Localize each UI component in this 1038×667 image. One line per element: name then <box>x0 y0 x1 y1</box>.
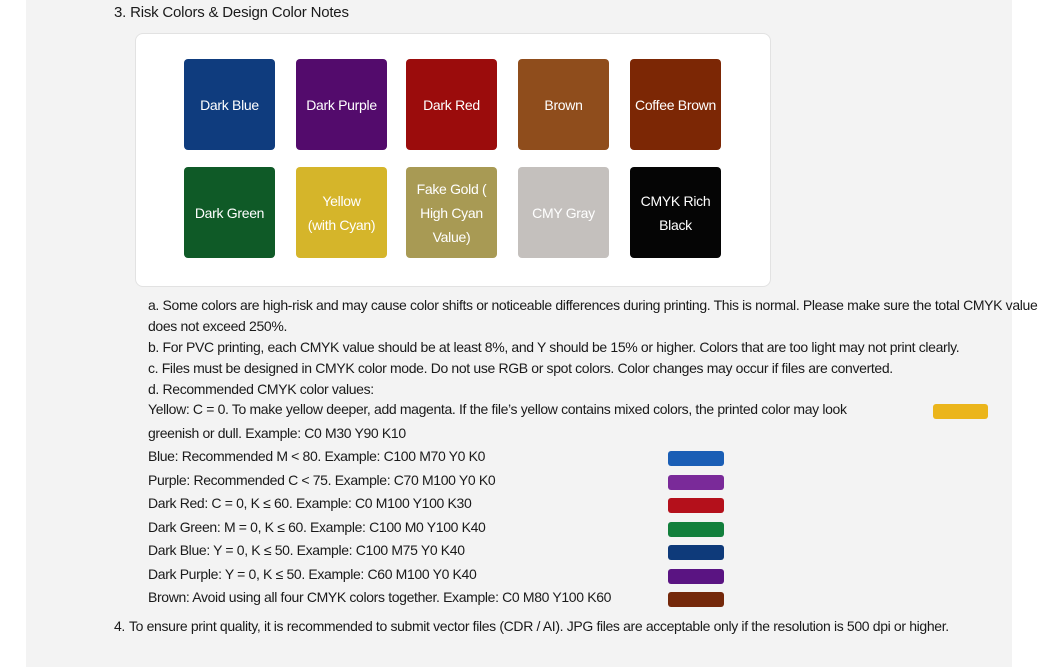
section-title: 3. Risk Colors & Design Color Notes <box>114 4 349 21</box>
color-sample-bar <box>668 569 724 584</box>
point-4-text: To ensure print quality, it is recommended to submit vector files (CDR / AI). JPG files are acceptable only if the resolution is 500 dpi or higher. <box>129 618 949 634</box>
swatch-yellow-with-cyan: Yellow (with Cyan) <box>296 167 387 258</box>
color-value-text: Blue: Recommended M < 80. Example: C100 M70 Y0 K0 <box>148 448 486 464</box>
color-sample-bar <box>668 592 724 607</box>
swatch-coffee-brown: Coffee Brown <box>630 59 721 150</box>
color-value-text: Yellow: C = 0. To make yellow deeper, add magenta. If the file’s yellow contains mixed colors, the printed color may look <box>148 401 847 417</box>
note-b: b. For PVC printing, each CMYK value should be at least 8%, and Y should be 15% or higher. Colors that are too light may not print clearly. <box>148 339 960 355</box>
point-4 <box>114 616 1014 637</box>
color-value-text: Dark Purple: Y = 0, K ≤ 50. Example: C60 M100 Y0 K40 <box>148 565 477 582</box>
color-sample-bar <box>668 498 724 513</box>
swatch-cmy-gray: CMY Gray <box>518 167 609 258</box>
swatch-dark-blue: Dark Blue <box>184 59 275 150</box>
swatch-dark-green: Dark Green <box>184 167 275 258</box>
note-a: a. Some colors are high-risk and may cause color shifts or noticeable differences during printing. This is normal. Please make sure the total CMYK value does not exceed 250%. <box>148 297 1038 334</box>
color-sample-bar <box>668 545 724 560</box>
color-value-text: Brown: Avoid using all four CMYK colors together. Example: C0 M80 Y100 K60 <box>148 589 612 605</box>
color-sample-bar <box>933 404 988 419</box>
note-d: d. Recommended CMYK color values: <box>148 381 374 397</box>
color-sample-bar <box>668 451 724 466</box>
swatch-dark-red: Dark Red <box>406 59 497 150</box>
swatch-brown: Brown <box>518 59 609 150</box>
color-sample-bar <box>668 522 724 537</box>
color-value-text: greenish or dull. Example: C0 M30 Y90 K10 <box>148 424 406 441</box>
notes-block <box>148 295 1038 400</box>
color-value-text: Dark Blue: Y = 0, K ≤ 50. Example: C100 M75 Y0 K40 <box>148 542 465 558</box>
swatch-dark-purple: Dark Purple <box>296 59 387 150</box>
swatch-panel <box>135 33 771 287</box>
swatch-cmyk-rich-black: CMYK Rich Black <box>630 167 721 258</box>
point-4-number: 4. <box>114 618 125 634</box>
color-value-text: Dark Green: M = 0, K ≤ 60. Example: C100 M0 Y100 K40 <box>148 518 486 535</box>
note-c: c. Files must be designed in CMYK color mode. Do not use RGB or spot colors. Color changes may occur if files are converted. <box>148 360 893 376</box>
swatch-fake-gold-high-cyan-value: Fake Gold ( High Cyan Value) <box>406 167 497 258</box>
color-value-text: Purple: Recommended C < 75. Example: C70 M100 Y0 K0 <box>148 471 496 488</box>
color-sample-bar <box>668 475 724 490</box>
color-value-text: Dark Red: C = 0, K ≤ 60. Example: C0 M100 Y100 K30 <box>148 495 472 511</box>
